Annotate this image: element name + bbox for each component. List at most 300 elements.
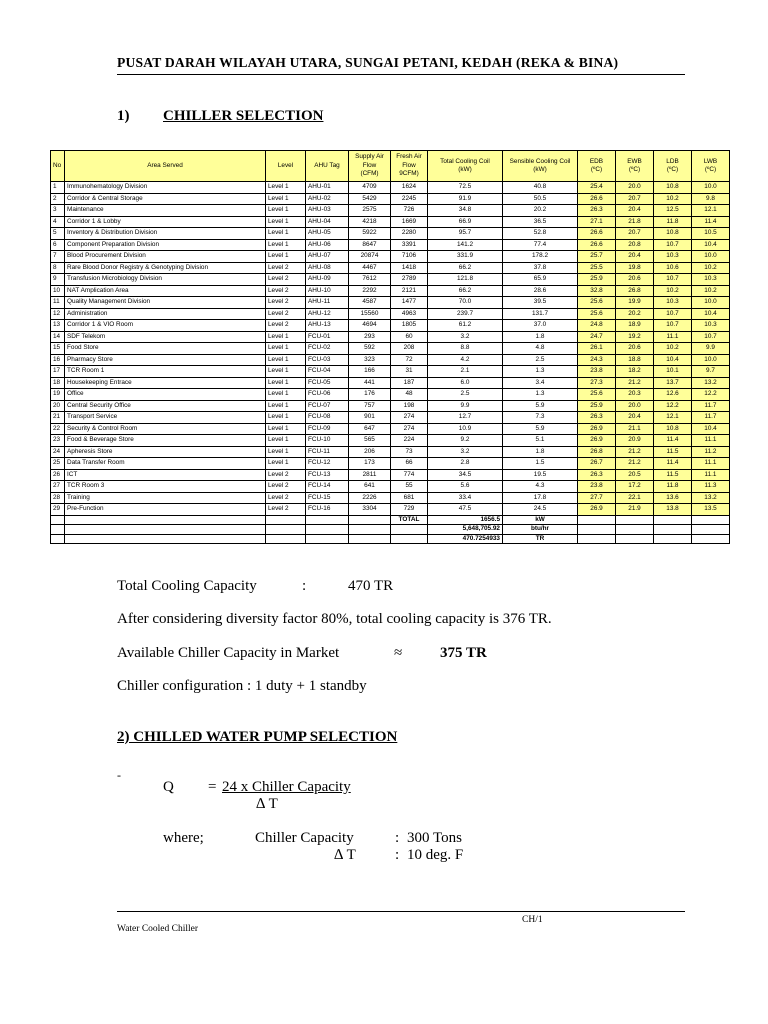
- row-fresh-air: 2280: [391, 228, 428, 240]
- row-edb: 26.3: [578, 412, 616, 424]
- row-ewb: 21.2: [616, 458, 654, 470]
- row-level: Level 1: [266, 343, 306, 355]
- row-total-cooling: 34.5: [428, 469, 503, 481]
- total-capacity-label: Total Cooling Capacity: [117, 578, 257, 594]
- row-ahu-tag: FCU-07: [306, 400, 349, 412]
- row-level: Level 1: [266, 182, 306, 194]
- row-total-cooling: 5.6: [428, 481, 503, 493]
- row-ewb: 20.4: [616, 412, 654, 424]
- row-no: 12: [51, 308, 65, 320]
- row-supply-air: 4467: [349, 262, 391, 274]
- row-ewb: 21.2: [616, 446, 654, 458]
- row-fresh-air: 31: [391, 366, 428, 378]
- row-ewb: 20.7: [616, 228, 654, 240]
- row-ldb: 10.7: [654, 274, 692, 286]
- row-total-cooling: 4.2: [428, 354, 503, 366]
- row-total-cooling: 12.7: [428, 412, 503, 424]
- row-sensible-cooling: 1.8: [503, 446, 578, 458]
- row-ahu-tag: FCU-13: [306, 469, 349, 481]
- row-ewb: 26.8: [616, 285, 654, 297]
- total-tr-unit: TR: [503, 534, 578, 544]
- ewb-header-l2: (ºC): [628, 166, 641, 173]
- row-area: Corridor 1 & Lobby: [65, 216, 266, 228]
- row-ahu-tag: FCU-04: [306, 366, 349, 378]
- row-no: 17: [51, 366, 65, 378]
- ewb-header-l1: EWB: [627, 157, 642, 165]
- table-row: [51, 228, 730, 240]
- row-edb: 27.3: [578, 377, 616, 389]
- row-ahu-tag: FCU-11: [306, 446, 349, 458]
- row-level: Level 1: [266, 400, 306, 412]
- document-title: PUSAT DARAH WILAYAH UTARA, SUNGAI PETANI, KEDAH (REKA & BINA): [117, 55, 619, 70]
- row-area: Blood Procurement Division: [65, 251, 266, 263]
- row-supply-air: 5429: [349, 193, 391, 205]
- row-total-cooling: 6.0: [428, 377, 503, 389]
- row-sensible-cooling: 7.3: [503, 412, 578, 424]
- table-row: [51, 458, 730, 470]
- row-fresh-air: 66: [391, 458, 428, 470]
- col-header-ldb: [654, 151, 692, 182]
- row-supply-air: 8647: [349, 239, 391, 251]
- where-label: where;: [163, 830, 204, 846]
- row-total-cooling: 34.8: [428, 205, 503, 217]
- row-edb: 26.9: [578, 504, 616, 516]
- row-edb: 25.4: [578, 182, 616, 194]
- row-edb: 26.6: [578, 239, 616, 251]
- row-no: 29: [51, 504, 65, 516]
- row-level: Level 2: [266, 274, 306, 286]
- row-supply-air: 293: [349, 331, 391, 343]
- row-sensible-cooling: 40.8: [503, 182, 578, 194]
- row-fresh-air: 274: [391, 412, 428, 424]
- row-total-cooling: 331.9: [428, 251, 503, 263]
- row-lwb: 12.1: [692, 205, 730, 217]
- row-ldb: 10.3: [654, 297, 692, 309]
- row-edb: 32.8: [578, 285, 616, 297]
- table-row: [51, 251, 730, 263]
- row-ewb: 20.0: [616, 182, 654, 194]
- row-fresh-air: 774: [391, 469, 428, 481]
- row-ewb: 20.4: [616, 251, 654, 263]
- row-level: Level 2: [266, 262, 306, 274]
- row-lwb: 9.9: [692, 343, 730, 355]
- row-fresh-air: 1805: [391, 320, 428, 332]
- row-lwb: 11.7: [692, 400, 730, 412]
- row-edb: 25.5: [578, 262, 616, 274]
- supply-header-l1: Supply Air: [355, 153, 384, 161]
- row-ahu-tag: FCU-14: [306, 481, 349, 493]
- row-ldb: 10.2: [654, 285, 692, 297]
- total-tr-value: 470.7254933: [428, 534, 503, 544]
- delta-t-label: ∆ T: [334, 847, 356, 863]
- table-row: [51, 377, 730, 389]
- row-sensible-cooling: 4.3: [503, 481, 578, 493]
- row-ldb: 13.7: [654, 377, 692, 389]
- row-lwb: 10.2: [692, 262, 730, 274]
- row-total-cooling: 66.2: [428, 262, 503, 274]
- total-kw-unit: kW: [503, 515, 578, 525]
- row-ewb: 20.7: [616, 193, 654, 205]
- col-header-area: Area Served: [65, 151, 266, 182]
- col-header-total-cooling: [428, 151, 503, 182]
- row-area: Quality Management Division: [65, 297, 266, 309]
- row-supply-air: 441: [349, 377, 391, 389]
- row-ldb: 10.2: [654, 343, 692, 355]
- total-btuhr-row: [51, 525, 730, 535]
- row-level: Level 1: [266, 446, 306, 458]
- row-ldb: 11.5: [654, 469, 692, 481]
- total-btuhr-value: 5,648,705.92: [428, 525, 503, 535]
- section-2-title: 2) CHILLED WATER PUMP SELECTION: [117, 729, 398, 745]
- row-supply-air: 176: [349, 389, 391, 401]
- chiller-capacity-value: 300 Tons: [407, 830, 462, 846]
- row-ahu-tag: AHU-07: [306, 251, 349, 263]
- row-ewb: 20.6: [616, 343, 654, 355]
- row-lwb: 10.3: [692, 274, 730, 286]
- chiller-load-table: [50, 150, 730, 544]
- row-ewb: 21.8: [616, 216, 654, 228]
- row-level: Level 2: [266, 481, 306, 493]
- row-area: Transfusion Microbiology Division: [65, 274, 266, 286]
- row-area: Housekeeping Entrace: [65, 377, 266, 389]
- row-total-cooling: 70.0: [428, 297, 503, 309]
- total-capacity-value: 470 TR: [348, 578, 394, 594]
- row-ewb: 20.9: [616, 435, 654, 447]
- row-lwb: 10.0: [692, 182, 730, 194]
- row-lwb: 11.1: [692, 435, 730, 447]
- row-edb: 25.6: [578, 389, 616, 401]
- row-total-cooling: 95.7: [428, 228, 503, 240]
- title-underline: [117, 74, 685, 75]
- fresh-header-l2: Flow: [402, 161, 416, 169]
- row-no: 1: [51, 182, 65, 194]
- row-supply-air: 647: [349, 423, 391, 435]
- row-level: Level 1: [266, 205, 306, 217]
- col-header-edb: [578, 151, 616, 182]
- row-edb: 25.7: [578, 251, 616, 263]
- row-sensible-cooling: 24.5: [503, 504, 578, 516]
- chiller-capacity-label: Chiller Capacity: [255, 830, 354, 846]
- row-fresh-air: 1418: [391, 262, 428, 274]
- row-sensible-cooling: 1.8: [503, 331, 578, 343]
- row-lwb: 11.3: [692, 481, 730, 493]
- table-row: [51, 239, 730, 251]
- table-row: [51, 320, 730, 332]
- row-edb: 27.7: [578, 492, 616, 504]
- row-lwb: 10.4: [692, 239, 730, 251]
- row-area: Data Transfer Room: [65, 458, 266, 470]
- row-lwb: 10.3: [692, 320, 730, 332]
- row-edb: 26.7: [578, 458, 616, 470]
- row-supply-air: 4694: [349, 320, 391, 332]
- row-edb: 25.6: [578, 308, 616, 320]
- row-area: Food & Beverage Store: [65, 435, 266, 447]
- row-ahu-tag: AHU-11: [306, 297, 349, 309]
- row-supply-air: 641: [349, 481, 391, 493]
- row-area: Maintenance: [65, 205, 266, 217]
- row-area: Apheresis Store: [65, 446, 266, 458]
- table-row: [51, 504, 730, 516]
- footer-doc-name: Water Cooled Chiller: [117, 924, 199, 934]
- row-no: 20: [51, 400, 65, 412]
- row-fresh-air: 224: [391, 435, 428, 447]
- row-sensible-cooling: 1.5: [503, 458, 578, 470]
- row-no: 6: [51, 239, 65, 251]
- table-row: [51, 297, 730, 309]
- row-supply-air: 323: [349, 354, 391, 366]
- row-ewb: 18.2: [616, 366, 654, 378]
- table-row: [51, 182, 730, 194]
- row-supply-air: 565: [349, 435, 391, 447]
- row-ewb: 20.8: [616, 239, 654, 251]
- row-supply-air: 173: [349, 458, 391, 470]
- row-lwb: 9.8: [692, 193, 730, 205]
- row-fresh-air: 2121: [391, 285, 428, 297]
- row-no: 23: [51, 435, 65, 447]
- row-no: 21: [51, 412, 65, 424]
- row-supply-air: 2811: [349, 469, 391, 481]
- table-body: [51, 182, 730, 516]
- row-sensible-cooling: 52.8: [503, 228, 578, 240]
- row-ldb: 10.2: [654, 193, 692, 205]
- row-area: Immunohematology Division: [65, 182, 266, 194]
- row-ahu-tag: FCU-09: [306, 423, 349, 435]
- row-sensible-cooling: 1.3: [503, 389, 578, 401]
- formula-q: Q: [163, 779, 174, 795]
- row-edb: 25.6: [578, 297, 616, 309]
- footer-page-ref: CH/1: [522, 915, 543, 925]
- row-no: 9: [51, 274, 65, 286]
- row-ewb: 20.4: [616, 205, 654, 217]
- row-sensible-cooling: 19.5: [503, 469, 578, 481]
- row-area: Office: [65, 389, 266, 401]
- row-no: 7: [51, 251, 65, 263]
- row-supply-air: 4218: [349, 216, 391, 228]
- table-row: [51, 216, 730, 228]
- diversity-text: After considering diversity factor 80%, total cooling capacity is 376 TR.: [117, 611, 552, 627]
- table-row: [51, 400, 730, 412]
- row-ahu-tag: AHU-04: [306, 216, 349, 228]
- ldb-header-l2: (ºC): [666, 166, 679, 173]
- row-ahu-tag: AHU-09: [306, 274, 349, 286]
- row-ldb: 10.3: [654, 251, 692, 263]
- row-area: Pharmacy Store: [65, 354, 266, 366]
- row-total-cooling: 33.4: [428, 492, 503, 504]
- col-header-no: No: [51, 151, 65, 182]
- row-total-cooling: 239.7: [428, 308, 503, 320]
- row-edb: 26.9: [578, 423, 616, 435]
- row-area: SDF Telekom: [65, 331, 266, 343]
- row-ahu-tag: FCU-02: [306, 343, 349, 355]
- total-btuhr-unit: btu/hr: [503, 525, 578, 535]
- row-level: Level 2: [266, 297, 306, 309]
- row-total-cooling: 9.9: [428, 400, 503, 412]
- row-sensible-cooling: 1.3: [503, 366, 578, 378]
- formula-numerator: 24 x Chiller Capacity: [222, 779, 351, 795]
- row-ahu-tag: AHU-12: [306, 308, 349, 320]
- row-ldb: 11.1: [654, 331, 692, 343]
- row-fresh-air: 187: [391, 377, 428, 389]
- row-supply-air: 901: [349, 412, 391, 424]
- row-ldb: 11.5: [654, 446, 692, 458]
- row-level: Level 1: [266, 366, 306, 378]
- row-fresh-air: 3391: [391, 239, 428, 251]
- row-ldb: 11.4: [654, 435, 692, 447]
- row-sensible-cooling: 5.9: [503, 423, 578, 435]
- table-row: [51, 492, 730, 504]
- row-no: 27: [51, 481, 65, 493]
- row-level: Level 1: [266, 435, 306, 447]
- row-level: Level 1: [266, 216, 306, 228]
- row-area: ICT: [65, 469, 266, 481]
- table-header-row: [51, 151, 730, 182]
- row-supply-air: 592: [349, 343, 391, 355]
- table-row: [51, 205, 730, 217]
- row-area: TCR Room 1: [65, 366, 266, 378]
- row-ahu-tag: AHU-03: [306, 205, 349, 217]
- supply-header-l3: (CFM): [360, 170, 379, 178]
- row-ldb: 12.6: [654, 389, 692, 401]
- row-sensible-cooling: 37.0: [503, 320, 578, 332]
- delta-t-colon: :: [395, 847, 400, 863]
- row-total-cooling: 47.5: [428, 504, 503, 516]
- table-row: [51, 308, 730, 320]
- row-lwb: 11.1: [692, 458, 730, 470]
- edb-header-l1: EDB: [589, 157, 604, 165]
- row-area: Security & Control Room: [65, 423, 266, 435]
- row-area: Training: [65, 492, 266, 504]
- row-ahu-tag: FCU-12: [306, 458, 349, 470]
- row-area: Transport Service: [65, 412, 266, 424]
- row-supply-air: 206: [349, 446, 391, 458]
- row-level: Level 1: [266, 239, 306, 251]
- row-fresh-air: 4963: [391, 308, 428, 320]
- table-row: [51, 366, 730, 378]
- row-no: 26: [51, 469, 65, 481]
- lwb-header-l1: LWB: [703, 157, 718, 165]
- row-edb: 26.6: [578, 228, 616, 240]
- row-total-cooling: 72.5: [428, 182, 503, 194]
- row-ahu-tag: FCU-15: [306, 492, 349, 504]
- row-no: 14: [51, 331, 65, 343]
- row-ldb: 10.8: [654, 228, 692, 240]
- sens-header-l1: Sensible Cooling Coil: [509, 157, 571, 165]
- row-fresh-air: 48: [391, 389, 428, 401]
- row-ahu-tag: AHU-13: [306, 320, 349, 332]
- row-lwb: 11.4: [692, 216, 730, 228]
- row-level: Level 1: [266, 377, 306, 389]
- row-fresh-air: 729: [391, 504, 428, 516]
- row-ewb: 20.0: [616, 400, 654, 412]
- row-no: 24: [51, 446, 65, 458]
- ldb-header-l1: LDB: [666, 157, 679, 165]
- row-level: Level 2: [266, 492, 306, 504]
- row-ewb: 22.1: [616, 492, 654, 504]
- row-ahu-tag: FCU-01: [306, 331, 349, 343]
- row-sensible-cooling: 178.2: [503, 251, 578, 263]
- row-fresh-air: 2245: [391, 193, 428, 205]
- row-ahu-tag: FCU-06: [306, 389, 349, 401]
- formula-denominator: ∆ T: [256, 796, 278, 812]
- row-ldb: 10.4: [654, 354, 692, 366]
- table-row: [51, 285, 730, 297]
- row-sensible-cooling: 131.7: [503, 308, 578, 320]
- footer-rule: [117, 911, 685, 912]
- row-fresh-air: 681: [391, 492, 428, 504]
- row-edb: 23.8: [578, 366, 616, 378]
- row-area: Inventory & Distribution Division: [65, 228, 266, 240]
- row-edb: 25.9: [578, 274, 616, 286]
- row-level: Level 1: [266, 458, 306, 470]
- row-fresh-air: 1669: [391, 216, 428, 228]
- row-fresh-air: 726: [391, 205, 428, 217]
- row-ahu-tag: AHU-01: [306, 182, 349, 194]
- row-ahu-tag: AHU-10: [306, 285, 349, 297]
- lwb-header-l2: (ºC): [704, 166, 717, 173]
- row-total-cooling: 3.2: [428, 446, 503, 458]
- row-no: 13: [51, 320, 65, 332]
- table-row: [51, 262, 730, 274]
- row-edb: 24.8: [578, 320, 616, 332]
- row-ahu-tag: AHU-08: [306, 262, 349, 274]
- row-edb: 26.9: [578, 435, 616, 447]
- supply-header-l2: Flow: [362, 161, 377, 169]
- row-ahu-tag: AHU-06: [306, 239, 349, 251]
- row-no: 18: [51, 377, 65, 389]
- row-lwb: 10.5: [692, 228, 730, 240]
- chiller-config-text: Chiller configuration : 1 duty + 1 standby: [117, 678, 367, 694]
- total-row: [51, 515, 730, 525]
- row-lwb: 13.2: [692, 492, 730, 504]
- total-tr-row: [51, 534, 730, 544]
- row-total-cooling: 141.2: [428, 239, 503, 251]
- table-row: [51, 193, 730, 205]
- row-no: 10: [51, 285, 65, 297]
- row-ahu-tag: FCU-10: [306, 435, 349, 447]
- row-total-cooling: 9.2: [428, 435, 503, 447]
- total-header-l1: Total Cooling Coil: [440, 157, 490, 165]
- table-row: [51, 412, 730, 424]
- row-ldb: 13.8: [654, 504, 692, 516]
- row-fresh-air: 73: [391, 446, 428, 458]
- row-ewb: 20.2: [616, 308, 654, 320]
- row-lwb: 11.7: [692, 412, 730, 424]
- row-lwb: 10.7: [692, 331, 730, 343]
- row-supply-air: 2226: [349, 492, 391, 504]
- row-no: 11: [51, 297, 65, 309]
- row-ewb: 17.2: [616, 481, 654, 493]
- row-ldb: 10.7: [654, 320, 692, 332]
- table-footer: [51, 515, 730, 544]
- row-fresh-air: 1624: [391, 182, 428, 194]
- row-ewb: 21.1: [616, 423, 654, 435]
- row-level: Level 1: [266, 423, 306, 435]
- row-lwb: 11.1: [692, 469, 730, 481]
- available-capacity-value: 375 TR: [440, 645, 487, 661]
- row-no: 4: [51, 216, 65, 228]
- row-ewb: 20.5: [616, 469, 654, 481]
- row-fresh-air: 72: [391, 354, 428, 366]
- table-row: [51, 446, 730, 458]
- chiller-capacity-colon: :: [395, 830, 400, 846]
- row-sensible-cooling: 3.4: [503, 377, 578, 389]
- row-ewb: 20.6: [616, 274, 654, 286]
- row-total-cooling: 61.2: [428, 320, 503, 332]
- row-area: Rare Blood Donor Registry & Genotyping Division: [65, 262, 266, 274]
- table-row: [51, 481, 730, 493]
- row-sensible-cooling: 5.9: [503, 400, 578, 412]
- row-sensible-cooling: 2.5: [503, 354, 578, 366]
